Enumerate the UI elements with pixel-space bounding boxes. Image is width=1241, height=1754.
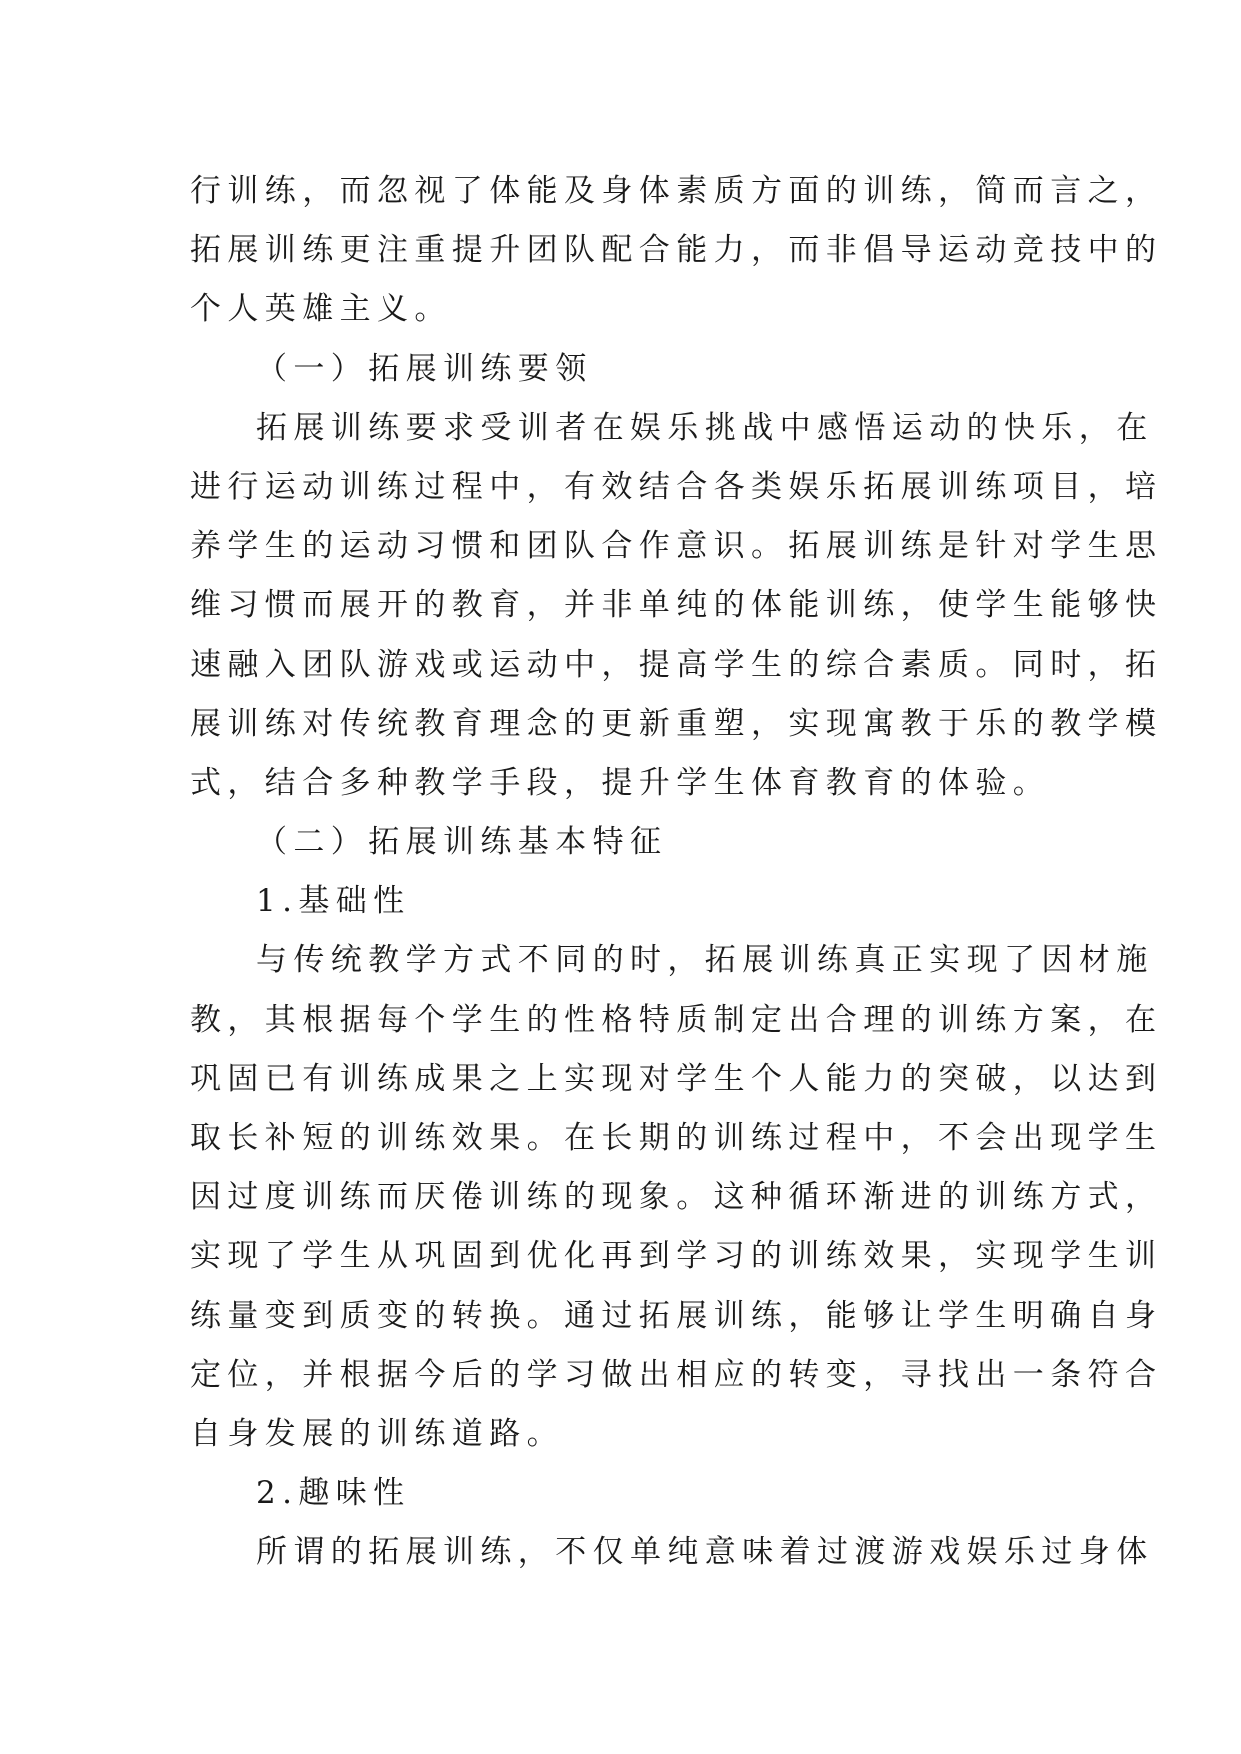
text-line-10: 展训练对传统教育理念的更新重塑，实现寓教于乐的教学模 [190, 705, 1163, 742]
text-line-7: 养学生的运动习惯和团队合作意识。拓展训练是针对学生思 [190, 528, 1163, 565]
text-line-17: 取长补短的训练效果。在长期的训练过程中，不会出现学生 [190, 1120, 1163, 1156]
text-line-21: 定位，并根据今后的学习做出相应的转变，寻找出一条符合 [190, 1356, 1163, 1393]
section-heading-1: （一）拓展训练要领 [256, 350, 593, 387]
text-line-9: 速融入团队游戏或运动中，提高学生的综合素质。同时，拓 [190, 646, 1163, 683]
text-line-5: 拓展训练要求受训者在娱乐挑战中感悟运动的快乐，在 [256, 409, 1154, 446]
subheading-2: 2.趣味性 [256, 1475, 411, 1512]
text-line-8: 维习惯而展开的教育，并非单纯的体能训练，使学生能够快 [190, 587, 1163, 624]
text-line-2: 拓展训练更注重提升团队配合能力，而非倡导运动竞技中的 [190, 232, 1163, 269]
text-line-19: 实现了学生从巩固到优化再到学习的训练效果，实现学生训 [190, 1238, 1163, 1275]
subheading-1: 1.基础性 [256, 883, 411, 920]
text-line-6: 进行运动训练过程中，有效结合各类娱乐拓展训练项目，培 [190, 468, 1163, 505]
text-line-3: 个人英雄主义。 [190, 291, 452, 328]
text-line-14: 与传统教学方式不同的时，拓展训练真正实现了因材施 [256, 942, 1154, 979]
text-line-18: 因过度训练而厌倦训练的现象。这种循环渐进的训练方式， [190, 1179, 1163, 1216]
body-text [190, 162, 1163, 1583]
text-line-11: 式，结合多种教学手段，提升学生体育教育的体验。 [190, 764, 1051, 801]
text-line-20: 练量变到质变的转换。通过拓展训练，能够让学生明确自身 [190, 1297, 1163, 1334]
section-heading-2: （二）拓展训练基本特征 [256, 824, 668, 861]
text-line-24: 所谓的拓展训练，不仅单纯意味着过渡游戏娱乐过身体 [256, 1534, 1154, 1571]
text-line-16: 巩固已有训练成果之上实现对学生个人能力的突破，以达到 [190, 1060, 1163, 1097]
text-line-15: 教，其根据每个学生的性格特质制定出合理的训练方案，在 [190, 1001, 1163, 1038]
text-line-22: 自身发展的训练道路。 [190, 1415, 564, 1452]
text-line-1: 行训练，而忽视了体能及身体素质方面的训练，简而言之， [190, 173, 1163, 209]
